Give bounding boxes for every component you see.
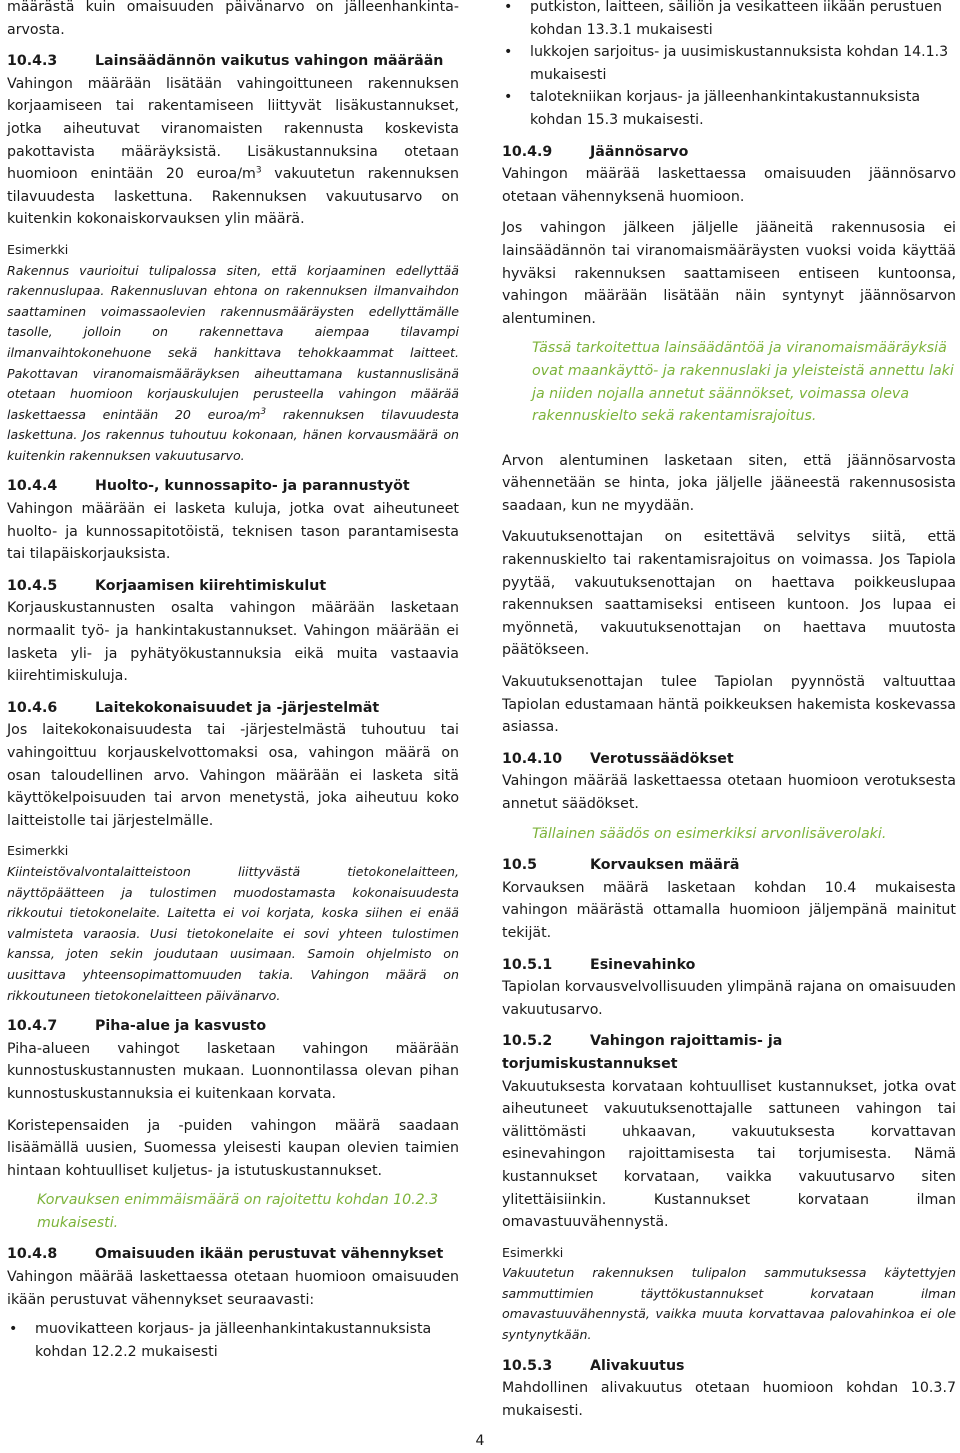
list-item: • muovikatteen korjaus- ja jälleenhankintakustannuksista kohdan 12.2.2 mukaisesti bbox=[7, 1318, 459, 1363]
paragraph: Vahingon määrään lisätään vahingoittuneen rakennuksen korjaamiseen tai rakentamiseen liittyvät lisäkustannukset, jotka aiheutuvat viranomaisten rakennusta koskevista pakottavista määräyksistä. Lisäkustannuksina otetaan huomioon enintään 20 euroa/$m^3$ vakuutetun rakennuksen tilavuudesta laskettuna. Rakennuksen vakuutusarvo on kuitenkin kokonaiskorvauksen ylin määrä. bbox=[7, 75, 459, 228]
paragraph: Korjauskustannusten osalta vahingon määrään lasketaan normaalit työ- ja hankintakustannukset. Vahingon määrään ei lasketa yli- ja pyhätyökustannuksia eikä muita vastaavia kiirehtimiskuluja. bbox=[7, 600, 459, 685]
example-label: Esimerkki bbox=[7, 241, 69, 257]
example-block bbox=[7, 240, 459, 467]
example-text: Vakuutetun rakennuksen tulipalon sammutuksessa käytettyjen sammuttimien täyttökustannukset korvataan ilman omavastuuvähennystä, vaikka muuta korvattavaa palovahinkoa ei ole syntynytkään. bbox=[502, 1265, 956, 1343]
example-text: Kiinteistövalvontalaitteistoon liittyvästä tietokonelaitteen, näyttöpäätteen ja tulostimen muodostamasta kokonaisuudesta rikkoutui tietokonelaite. Laitetta ei voi korjata, koska siihen ei enää valmisteta varaosia. Uusi tietokonelaite ei sovi yhteen tulostimen kanssa, joten sekin joudutaan uusimaan. Samoin ohjelmisto on uusittava yhteensopimattomuuden takia. Vahingon määrä on rikkoutuneen tietokonelaitteen päivänarvo. bbox=[7, 863, 459, 1003]
section-number: 10.4.6 bbox=[7, 699, 58, 716]
bullet-icon: • bbox=[504, 89, 513, 106]
section-title: Jäännösarvo bbox=[590, 143, 689, 160]
section-heading-10-4-8 bbox=[7, 1243, 459, 1266]
section-title: Huolto-, kunnossapito- ja parannustyöt bbox=[95, 478, 410, 495]
section-number: 10.4.8 bbox=[7, 1246, 58, 1263]
section-number: 10.4.5 bbox=[7, 577, 58, 594]
section-heading-10-4-10 bbox=[502, 748, 956, 771]
section-heading-10-5-3 bbox=[502, 1355, 956, 1378]
section-title: Vahingon rajoittamis- ja torjumiskustannukset bbox=[502, 1033, 783, 1072]
note-text: Tässä tarkoitettua lainsäädäntöä ja viranomaismääräyksiä ovat maankäyttö- ja rakennuslaki ja yleisteistä annettu laki ja niiden nojalla annetut säännökset, voimassa oleva rakennuskielto sekä rakentamisrajoitus. bbox=[532, 340, 954, 425]
paragraph: Arvon alentuminen lasketaan siten, että jäännösarvosta vähennetään se hinta, joka jäljelle jääneestä rakennusosista saadaan, kun ne myydään. bbox=[502, 452, 956, 514]
right-column bbox=[502, 0, 956, 1422]
paragraph: Vahingon määrään ei lasketa kuluja, jotka ovat aiheutuneet huolto- ja kunnossapitotöistä, teknisen tason parantamisesta tai tilapäiskorjauksista. bbox=[7, 501, 459, 563]
example-label: Esimerkki bbox=[502, 1244, 564, 1260]
example-block bbox=[7, 841, 459, 1006]
example-block bbox=[502, 1243, 956, 1346]
list-item: • putkiston, laitteen, säiliön ja vesikatteen iikään perustuen kohdan 13.3.1 mukaisesti bbox=[502, 0, 956, 41]
paragraph: Vahingon määrää laskettaessa otetaan huomioon verotuksesta annetut säädökset. bbox=[502, 773, 956, 812]
section-heading-10-4-5 bbox=[7, 575, 459, 598]
note-text: Tällainen säädös on esimerkiksi arvonlisäverolaki. bbox=[532, 825, 887, 842]
section-number: 10.5 bbox=[502, 857, 538, 874]
example-label: Esimerkki bbox=[7, 843, 69, 859]
bullet-icon: • bbox=[504, 0, 513, 15]
paragraph: Vakuutuksenottajan on esitettävä selvitys siitä, että rakennuskielto tai rakentamisrajoitus on voimassa. Jos Tapiola pyytää, vakuutuksenottajan on haettava poikkeuslupaa rakennuksen saattamiseksi entiseen kuntoon. Jos lupaa ei myönnetä, vakuutuksenottajan on haettava muutosta päätökseen. bbox=[502, 529, 956, 659]
section-title: Lainsäädännön vaikutus vahingon määrään bbox=[95, 53, 444, 70]
paragraph: Korvauksen määrä lasketaan kohdan 10.4 mukaisesta vahingon määrästä ottamalla huomioon jäljempänä mainitut tekijät. bbox=[502, 879, 956, 941]
page-number: 4 bbox=[475, 1433, 485, 1449]
section-heading-10-4-7 bbox=[7, 1015, 459, 1038]
section-heading-10-4-3 bbox=[7, 50, 459, 73]
paragraph: Vakuutuksenottajan tulee Tapiolan pyynnöstä valtuuttaa Tapiolan edustamaan häntä poikkeuksen hakemista koskevassa asiassa. bbox=[502, 674, 956, 736]
paragraph: Koristepensaiden ja -puiden vahingon määrä saadaan lisäämällä uusien, Suomessa yleisesti kaupan olevien taimien hintaan kohtuulliset kuljetus- ja istutuskustannukset. bbox=[7, 1117, 459, 1179]
section-number: 10.5.3 bbox=[502, 1357, 553, 1374]
section-heading-10-5-2 bbox=[502, 1030, 956, 1075]
section-title: Alivakuutus bbox=[590, 1357, 685, 1374]
list-item: • lukkojen sarjoitus- ja uusimiskustannuksista kohdan 14.1.3 mukaisesti bbox=[502, 41, 956, 86]
section-number: 10.5.2 bbox=[502, 1033, 553, 1050]
section-title: Omaisuuden ikään perustuvat vähennykset bbox=[95, 1246, 444, 1263]
section-heading-10-5-1 bbox=[502, 954, 956, 977]
paragraph: Tapiolan korvausvelvollisuuden ylimpänä rajana on omaisuuden vakuutusarvo. bbox=[502, 979, 956, 1018]
paragraph: Jos laitekokonaisuudesta tai -järjestelmästä tuhoutuu tai vahingoittuu korjauskelvottomaksi osa, vahingon määrä on osan taloudellinen arvo. Vahingon määrään ei lasketa sitä käyttökelpoisuuden tai arvon menetystä, joka aiheutuu koko laitteistolle tai järjestelmälle. bbox=[7, 722, 459, 829]
paragraph: Mahdollinen alivakuutus otetaan huomioon kohdan 10.3.7 mukaisesti. bbox=[502, 1380, 956, 1419]
paragraph: Vahingon määrää laskettaessa omaisuuden jäännösarvo otetaan vähennyksenä huomioon. bbox=[502, 166, 956, 205]
section-title: Laitekokonaisuudet ja -järjestelmät bbox=[95, 699, 380, 716]
section-number: 10.4.9 bbox=[502, 143, 553, 160]
paragraph: Piha-alueen vahingot lasketaan vahingon määrään kunnostuskustannusten mukaan. Luonnontilassa olevan pihan kunnostuskustannuksia ei kuitenkaan korvata. bbox=[7, 1040, 459, 1102]
section-number: 10.5.1 bbox=[502, 956, 553, 973]
example-text: Rakennus vaurioitui tulipalossa siten, että korjaaminen edellyttää rakennuslupaa. Rakennusluvan ehtona on rakennuksen ilmanvaihdon saattaminen voimassaolevien rakennusmääräysten edellyttämälle tasolle, jolloin on rakennettava aiempaa tilavampi ilmanvaihtokonehuone sekä hankittava tehokkaammat laitteet. Pakottavan viranomaismääräyksen aiheuttamana kustannuslisänä otetaan huomioon korjauskulujen perusteella vahingon määrää laskettaessa enintään 20 euroa/$m^3$ rakennuksen tilavuudesta laskettuna. Jos rakennus tuhoutuu kokonaan, hänen korvausmäärä on kuitenkin rakennuksen vakuutusarvo. bbox=[7, 262, 459, 463]
section-title: Esinevahinko bbox=[590, 956, 696, 973]
left-column bbox=[7, 0, 459, 1363]
paragraph: Jos vahingon jälkeen jäljelle jääneitä rakennusosia ei lainsäädännön tai viranomaismääräysten vuoksi voida käyttää hyväksi rakennuksen saattamiseen entiseen kuntoonsa, vahingon määrään lisätään näin syntynyt jäännösarvon alentuminen. bbox=[502, 220, 956, 327]
section-number: 10.4.4 bbox=[7, 478, 58, 495]
bullet-list bbox=[502, 0, 956, 132]
bullet-icon: • bbox=[9, 1321, 18, 1338]
section-title: Verotussäädökset bbox=[590, 750, 734, 767]
section-number: 10.4.7 bbox=[7, 1018, 58, 1035]
note-text: Korvauksen enimmäismäärä on rajoitettu kohdan 10.2.3 mukaisesti. bbox=[37, 1192, 439, 1231]
section-title: Korvauksen määrä bbox=[590, 857, 740, 874]
bullet-icon: • bbox=[504, 44, 513, 61]
section-title: Korjaamisen kiirehtimiskulut bbox=[95, 577, 327, 594]
section-title: Piha-alue ja kasvusto bbox=[95, 1018, 267, 1035]
section-heading-10-4-6 bbox=[7, 697, 459, 720]
paragraph: Vakuutuksesta korvataan kohtuulliset kustannukset, jotka ovat aiheutuneet vakuutuksenottajalle sattuneen vahingon tai välittömästi uhkaavan, vakuutuksesta korvattavan esinevahingon rajoittamisesta tai torjumisesta. Nämä kustannukset korvataan, vaikka vakuutusarvo siten ylitettäisiinkin. Kustannukset korvataan ilman omavastuuvähennystä. bbox=[502, 1078, 956, 1231]
paragraph: Vahingon määrää laskettaessa otetaan huomioon omaisuuden ikään perustuvat vähennykset seuraavasti: bbox=[7, 1269, 459, 1308]
section-heading-10-5 bbox=[502, 854, 956, 877]
section-number: 10.4.10 bbox=[502, 750, 563, 767]
section-number: 10.4.3 bbox=[7, 53, 58, 70]
intro-paragraph: määrästä kuin omaisuuden päivänarvo on jälleenhankinta-arvosta. bbox=[7, 0, 459, 38]
list-item: • talotekniikan korjaus- ja jälleenhankintakustannuksista kohdan 15.3 mukaisesti. bbox=[502, 86, 956, 131]
section-heading-10-4-9 bbox=[502, 141, 956, 164]
bullet-list bbox=[7, 1318, 459, 1363]
section-heading-10-4-4 bbox=[7, 475, 459, 498]
